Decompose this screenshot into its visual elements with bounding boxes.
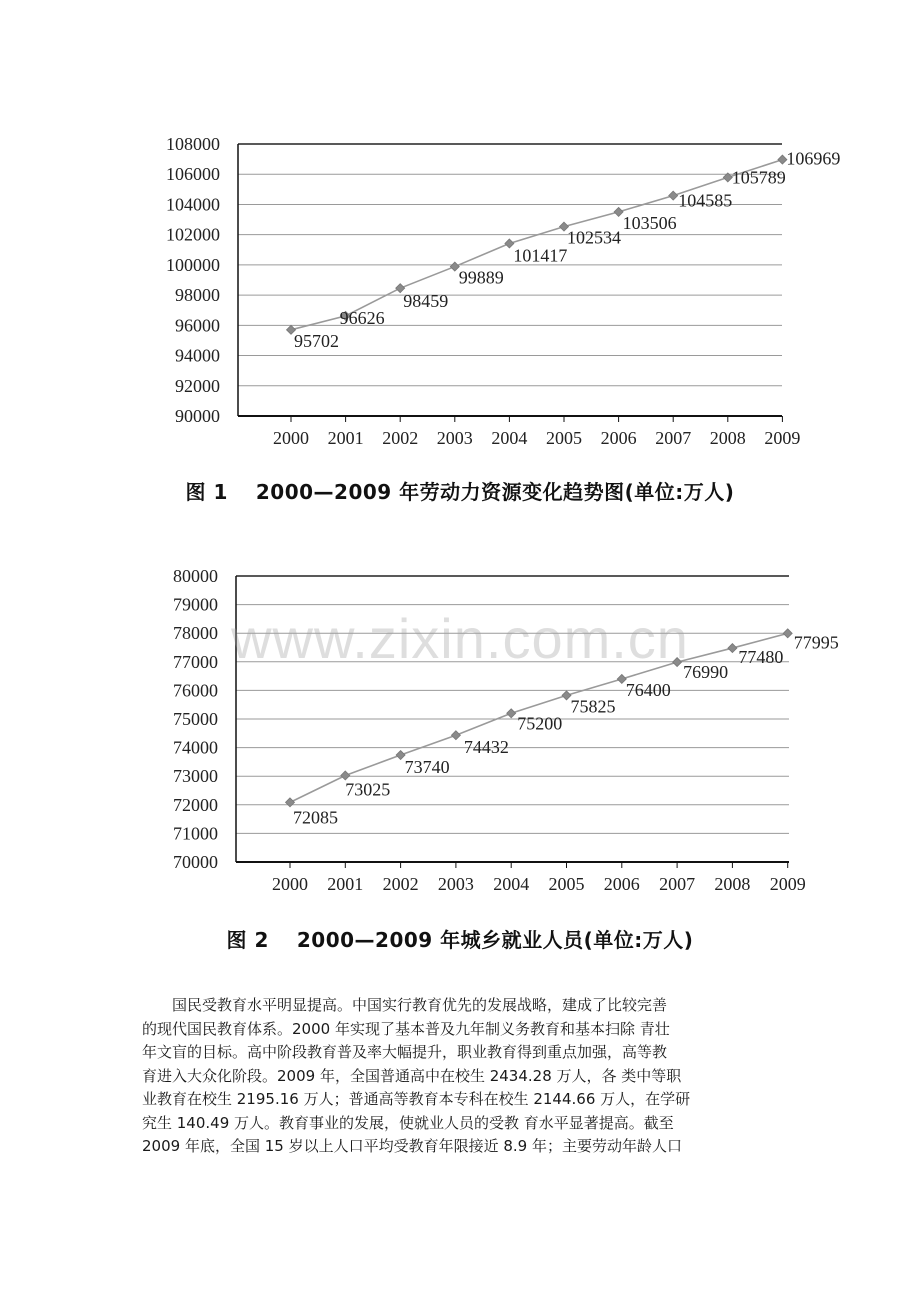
data-label: 75200 bbox=[517, 713, 563, 734]
x-tick-label: 2000 bbox=[273, 428, 309, 448]
y-tick-label: 73000 bbox=[173, 766, 218, 787]
x-tick-label: 2005 bbox=[548, 874, 585, 894]
y-tick-label: 90000 bbox=[175, 406, 220, 426]
data-label: 104585 bbox=[678, 190, 733, 211]
paragraph-line: 年文盲的目标。高中阶段教育普及率大幅提升，职业教育得到重点加强，高等教 bbox=[142, 1043, 668, 1061]
x-tick-label: 2007 bbox=[655, 428, 692, 448]
y-tick-label: 76000 bbox=[173, 680, 218, 701]
data-label: 106969 bbox=[786, 148, 841, 169]
x-tick-label: 2002 bbox=[382, 874, 419, 894]
x-tick-label: 2005 bbox=[546, 428, 582, 448]
data-label: 101417 bbox=[513, 245, 568, 266]
watermark: www.zixin.com.cn bbox=[231, 607, 689, 670]
x-tick-label: 2000 bbox=[272, 874, 308, 894]
y-tick-label: 77000 bbox=[173, 651, 218, 672]
y-tick-label: 70000 bbox=[173, 852, 218, 872]
x-tick-label: 2004 bbox=[493, 874, 530, 894]
x-tick-label: 2009 bbox=[764, 428, 801, 448]
data-label: 77480 bbox=[738, 647, 784, 668]
y-tick-label: 94000 bbox=[175, 345, 220, 366]
figure-1-caption: 图 1 2000—2009 年劳动力资源变化趋势图(单位:万人) bbox=[185, 480, 735, 504]
y-tick-label: 78000 bbox=[173, 623, 218, 644]
labor-resources-chart-svg bbox=[0, 128, 920, 448]
data-label: 73740 bbox=[404, 757, 450, 778]
paragraph-line: 国民受教育水平明显提高。中国实行教育优先的发展战略，建成了比较完善 bbox=[142, 996, 668, 1014]
x-tick-label: 2003 bbox=[437, 874, 474, 894]
x-tick-label: 2007 bbox=[659, 874, 696, 894]
data-label: 96626 bbox=[339, 307, 385, 328]
x-tick-label: 2004 bbox=[491, 428, 528, 448]
paragraph-line: 育进入大众化阶段。2009 年，全国普通高中在校生 2434.28 万人，各 类中等职 bbox=[142, 1066, 682, 1085]
x-tick-label: 2001 bbox=[327, 874, 364, 894]
data-label: 105789 bbox=[731, 167, 786, 188]
y-tick-label: 75000 bbox=[173, 709, 218, 729]
paragraph-line: 的现代国民教育体系。2000 年实现了基本普及九年制义务教育和基本扫除 青壮 bbox=[142, 1019, 670, 1038]
data-label: 74432 bbox=[463, 737, 509, 758]
y-tick-label: 74000 bbox=[173, 737, 218, 758]
data-label: 103506 bbox=[622, 212, 677, 233]
figure-2-caption: 图 2 2000—2009 年城乡就业人员(单位:万人) bbox=[226, 928, 694, 952]
x-tick-label: 2003 bbox=[436, 428, 473, 448]
data-label: 98459 bbox=[403, 291, 449, 312]
body-paragraph bbox=[142, 994, 842, 1159]
y-tick-label: 102000 bbox=[166, 224, 220, 245]
labor-resources-chart bbox=[0, 128, 920, 448]
x-tick-label: 2008 bbox=[709, 428, 746, 448]
y-tick-label: 92000 bbox=[175, 375, 220, 396]
data-label: 76990 bbox=[683, 662, 729, 683]
x-tick-label: 2001 bbox=[327, 428, 364, 448]
data-point bbox=[451, 731, 460, 740]
y-tick-label: 71000 bbox=[173, 823, 218, 844]
y-tick-label: 106000 bbox=[166, 164, 220, 185]
y-tick-label: 100000 bbox=[166, 254, 220, 275]
y-tick-label: 72000 bbox=[173, 794, 218, 815]
y-tick-label: 96000 bbox=[175, 315, 220, 336]
y-tick-label: 108000 bbox=[166, 134, 220, 154]
data-label: 72085 bbox=[293, 807, 338, 828]
paragraph-line: 究生 140.49 万人。教育事业的发展，使就业人员的受教 育水平显著提高。截至 bbox=[142, 1113, 674, 1132]
data-label: 77995 bbox=[793, 632, 839, 653]
paragraph-line: 2009 年底，全国 15 岁以上人口平均受教育年限接近 8.9 年；主要劳动年龄人口 bbox=[142, 1137, 682, 1155]
x-tick-label: 2006 bbox=[603, 874, 640, 894]
data-point bbox=[507, 709, 516, 718]
y-tick-label: 98000 bbox=[175, 285, 220, 306]
y-tick-label: 80000 bbox=[173, 566, 218, 586]
x-tick-label: 2008 bbox=[714, 874, 751, 894]
data-label: 73025 bbox=[345, 779, 391, 800]
x-tick-label: 2006 bbox=[600, 428, 637, 448]
y-tick-label: 104000 bbox=[166, 194, 220, 215]
x-tick-label: 2002 bbox=[382, 428, 419, 448]
x-tick-label: 2009 bbox=[769, 874, 806, 894]
data-label: 75825 bbox=[570, 696, 616, 717]
data-label: 76400 bbox=[625, 679, 671, 700]
data-point bbox=[669, 191, 678, 200]
paragraph-line: 业教育在校生 2195.16 万人；普通高等教育本专科在校生 2144.66 万人，在学研 bbox=[142, 1090, 691, 1108]
data-label: 102534 bbox=[567, 227, 621, 248]
y-tick-label: 79000 bbox=[173, 594, 218, 615]
data-label: 95702 bbox=[294, 330, 339, 351]
data-point bbox=[286, 798, 295, 807]
data-label: 99889 bbox=[458, 267, 504, 288]
